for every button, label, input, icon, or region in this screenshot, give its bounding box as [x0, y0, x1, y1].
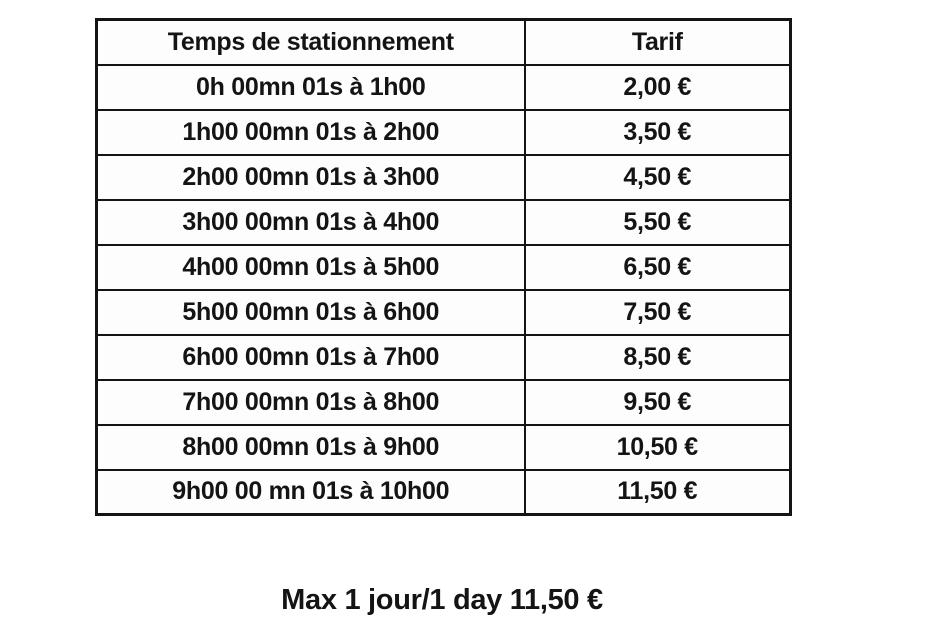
table-row — [97, 110, 791, 155]
tarif-cell: 3,50 € — [525, 110, 791, 155]
duration-cell: 3h00 00mn 01s à 4h00 — [97, 200, 525, 245]
max-daily-rate-note: Max 1 jour/1 day 11,50 € — [281, 584, 603, 616]
tarif-cell: 9,50 € — [525, 380, 791, 425]
tarif-cell: 7,50 € — [525, 290, 791, 335]
table-row — [97, 200, 791, 245]
duration-cell: 9h00 00 mn 01s à 10h00 — [97, 470, 525, 515]
tarif-cell: 6,50 € — [525, 245, 791, 290]
duration-cell: 6h00 00mn 01s à 7h00 — [97, 335, 525, 380]
duration-cell: 2h00 00mn 01s à 3h00 — [97, 155, 525, 200]
header-duration: Temps de stationnement — [97, 20, 525, 65]
table-row — [97, 470, 791, 515]
tarif-cell: 4,50 € — [525, 155, 791, 200]
table-row — [97, 290, 791, 335]
duration-cell: 1h00 00mn 01s à 2h00 — [97, 110, 525, 155]
parking-tariff-table — [95, 18, 792, 516]
tarif-cell: 2,00 € — [525, 65, 791, 110]
tarif-cell: 5,50 € — [525, 200, 791, 245]
table-row — [97, 425, 791, 470]
tarif-cell: 10,50 € — [525, 425, 791, 470]
table-row — [97, 335, 791, 380]
table-header-row — [97, 20, 791, 65]
duration-cell: 4h00 00mn 01s à 5h00 — [97, 245, 525, 290]
table-row — [97, 155, 791, 200]
header-tarif: Tarif — [525, 20, 791, 65]
table-row — [97, 65, 791, 110]
tarif-cell: 8,50 € — [525, 335, 791, 380]
tarif-cell: 11,50 € — [525, 470, 791, 515]
duration-cell: 7h00 00mn 01s à 8h00 — [97, 380, 525, 425]
table-row — [97, 245, 791, 290]
table-row — [97, 380, 791, 425]
duration-cell: 0h 00mn 01s à 1h00 — [97, 65, 525, 110]
duration-cell: 8h00 00mn 01s à 9h00 — [97, 425, 525, 470]
duration-cell: 5h00 00mn 01s à 6h00 — [97, 290, 525, 335]
